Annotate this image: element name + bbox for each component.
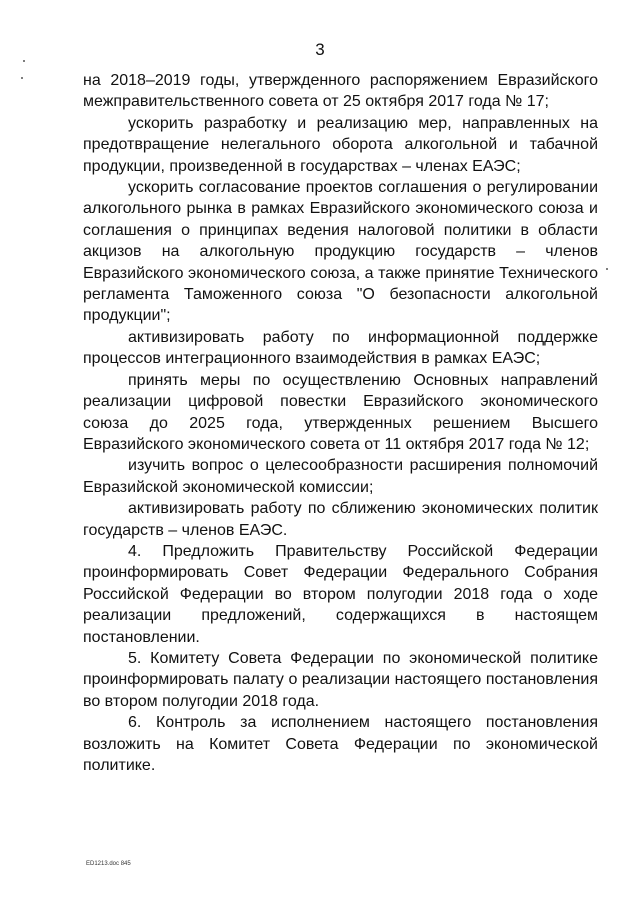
paragraph: активизировать работу по сближению экономических политик государств – членов ЕАЭС. [83,500,598,539]
document-body [83,70,598,776]
paragraph: ускорить согласование проектов соглашения о регулировании алкогольного рынка в рамках Евразийского экономического союза и соглашения о принципах ведения налоговой политики в области акцизов на алкогольную продукцию государств – членов Евразийского экономического союза, а также принятие Технического регламента Таможенного союза "О безопасности алкогольной продукции"; [83,179,598,325]
paragraph: ускорить разработку и реализацию мер, направленных на предотвращение нелегального оборота алкогольной и табачной продукции, произведенной в государствах – членах ЕАЭС; [83,114,598,175]
page-number: 3 [315,40,325,59]
paragraph: изучить вопрос о целесообразности расширения полномочий Евразийской экономической комиссии; [83,457,598,496]
footer-file-reference: ED1213.doc 845 [86,861,131,867]
scan-mark [606,268,608,270]
paragraph: активизировать работу по информационной поддержке процессов интеграционного взаимодействия в рамках ЕАЭС; [83,328,598,368]
paragraph: 6. Контроль за исполнением настоящего постановления возложить на Комитет Совета Федерации по экономической политике. [83,714,598,774]
paragraph: на 2018–2019 годы, утвержденного распоряжением Евразийского межправительственного совета от 25 октября 2017 года № 17; [83,72,598,111]
paragraph: 4. Предложить Правительству Российской Федерации проинформировать Совет Федерации Федерального Собрания Российской Федерации во втором полугодии 2018 года о ходе реализации предложений, содержащихся в настоящем постановлении. [83,542,598,646]
paragraph: принять меры по осуществлению Основных направлений реализации цифровой повестки Евразийского экономического союза до 2025 года, утвержденных решением Высшего Евразийского экономического совета от 11 октября 2017 года № 12; [83,371,598,453]
scan-mark [21,77,23,79]
paragraph: 5. Комитету Совета Федерации по экономической политике проинформировать палату о реализации настоящего постановления во втором полугодии 2018 года. [83,649,598,710]
scan-mark [23,60,25,62]
